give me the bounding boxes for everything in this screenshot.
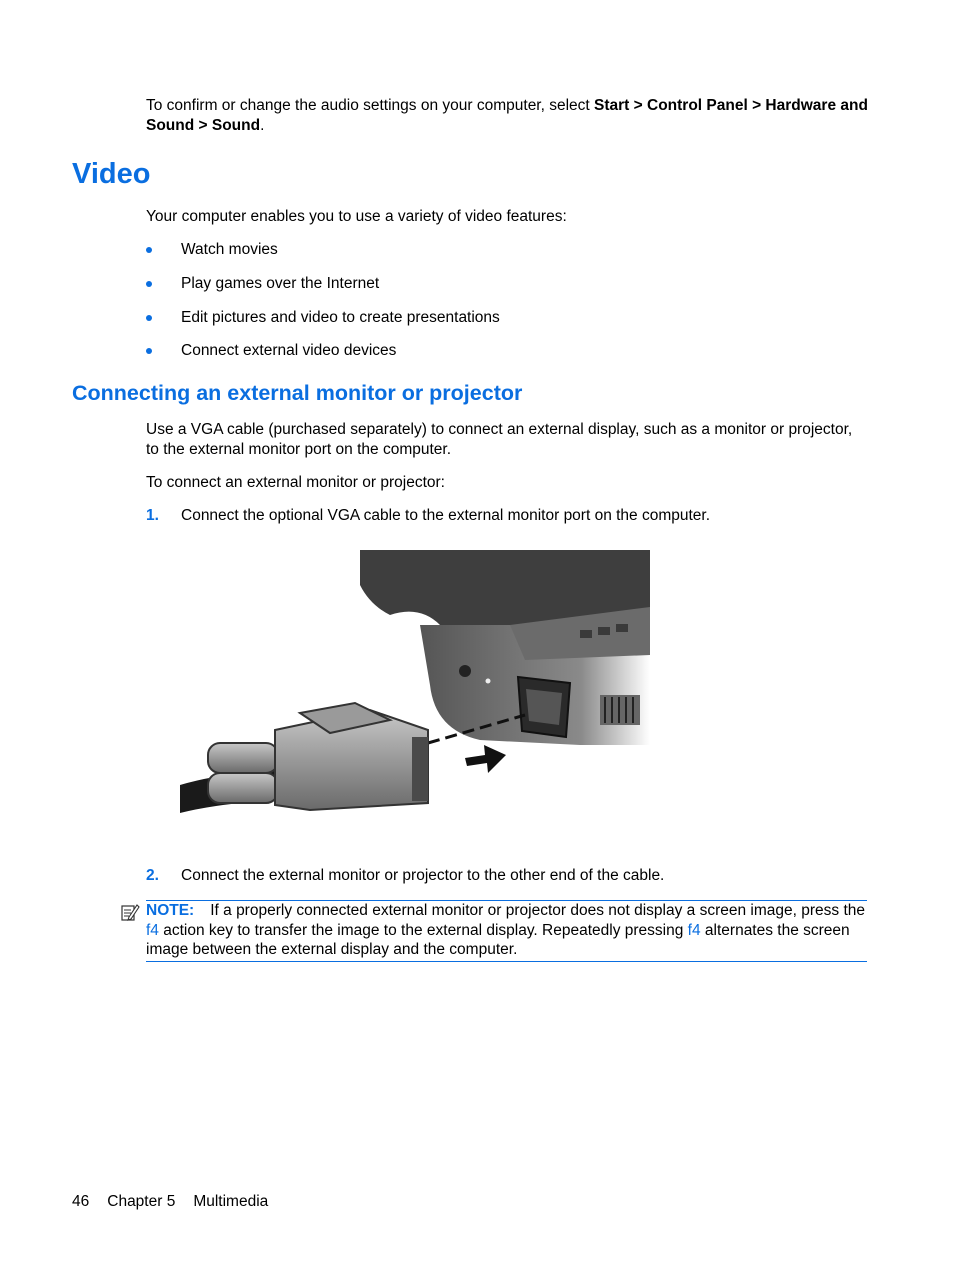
audio-settings-path: Start > Control Panel > Hardware and Sound > Sound — [146, 97, 868, 134]
page-number: 46 — [72, 1193, 90, 1210]
bullet-text: Watch movies — [181, 241, 278, 258]
vga-cable-plug — [180, 703, 428, 813]
step-item — [146, 866, 664, 885]
note-box — [146, 900, 867, 962]
bullet-item — [146, 240, 278, 259]
note-text-1: If a properly connected external monitor or projector does not display a screen image, press the — [210, 902, 866, 919]
step-number: 1. — [146, 507, 159, 524]
bullet-item — [146, 341, 396, 360]
note-text-2: action key to transfer the image to the external display. Repeatedly pressing — [158, 921, 688, 939]
step-text: Connect the optional VGA cable to the external monitor port on the computer. — [181, 507, 711, 524]
footer-chapter: Chapter 5 — [107, 1193, 176, 1210]
vga-port — [518, 677, 570, 737]
bullet-dot — [146, 247, 152, 253]
section-paragraph-1: Use a VGA cable (purchased separately) to connect an external display, such as a monitor or projector, to the external monitor port on the computer. — [146, 421, 853, 458]
bullet-dot — [146, 348, 152, 354]
section-heading: Connecting an external monitor or projector — [72, 381, 523, 405]
audio-settings-paragraph — [146, 96, 868, 135]
page-footer — [72, 1193, 286, 1211]
step-item — [146, 506, 710, 525]
bullet-item — [146, 308, 500, 327]
f4-key-link[interactable]: f4 — [687, 921, 701, 939]
bullet-text: Edit pictures and video to create presentations — [181, 309, 500, 326]
f4-key-link[interactable]: f4 — [146, 921, 159, 939]
bullet-item — [146, 274, 379, 293]
direction-arrow — [465, 745, 506, 773]
section-paragraph-2: To connect an external monitor or projector: — [146, 474, 445, 491]
laptop-body — [360, 550, 650, 745]
note-text-3: alternates the screen image between the external display and the computer. — [146, 921, 850, 958]
bullet-dot — [146, 281, 152, 287]
bullet-text: Connect external video devices — [181, 342, 397, 359]
video-heading: Video — [72, 158, 151, 190]
note-label: NOTE: — [146, 902, 195, 919]
bullet-dot — [146, 315, 152, 321]
audio-intro-text: To confirm or change the audio settings on your computer, select — [146, 97, 595, 114]
step-number: 2. — [146, 867, 159, 884]
footer-chapter-title: Multimedia — [193, 1193, 269, 1210]
bullet-text: Play games over the Internet — [181, 275, 380, 292]
note-pencil-icon — [120, 902, 140, 922]
audio-intro-end: . — [260, 116, 265, 134]
step-text: Connect the external monitor or projector to the other end of the cable. — [181, 867, 665, 884]
video-intro: Your computer enables you to use a variety of video features: — [146, 208, 567, 225]
vga-connection-illustration — [180, 545, 662, 815]
